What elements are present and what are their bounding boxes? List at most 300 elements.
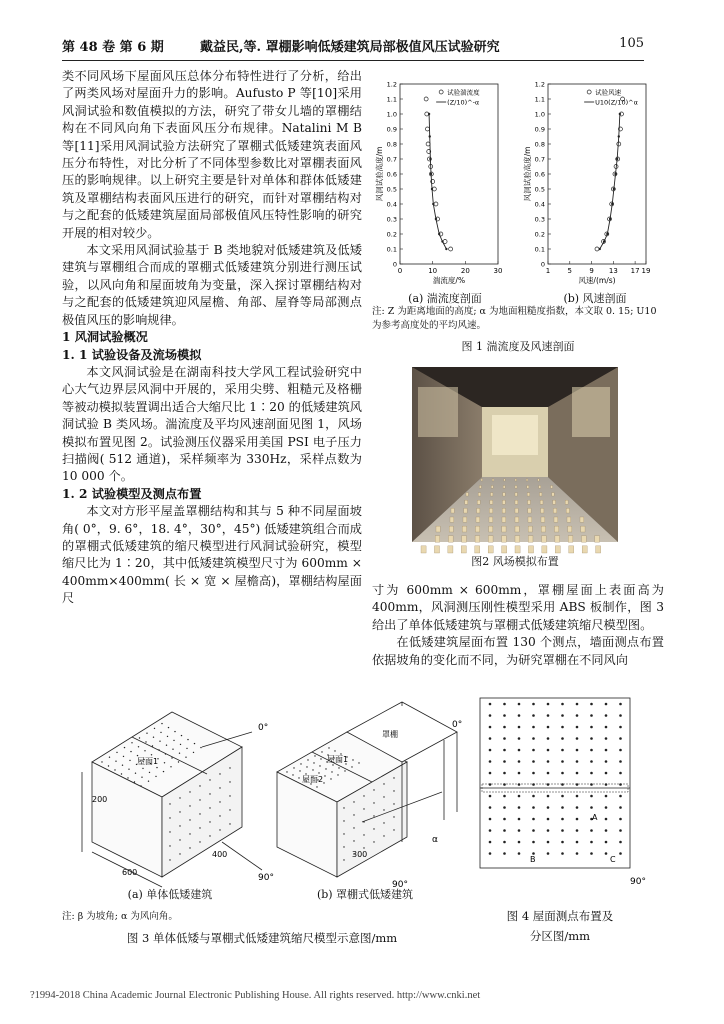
roof-measurement-point	[619, 783, 622, 786]
data-point-fitted	[429, 158, 431, 160]
roof-measurement-point	[590, 783, 593, 786]
roof-measurement-point	[576, 749, 579, 752]
roof-measurement-point	[590, 772, 593, 775]
pressure-tap	[200, 747, 201, 748]
y-tick-label: 0.2	[534, 230, 545, 239]
y-tick-label: 0.5	[534, 185, 545, 194]
legend-label-fitted: (Z/10)^-α	[447, 98, 480, 107]
roughness-element	[502, 536, 507, 543]
pressure-tap	[194, 743, 195, 744]
roughness-element	[490, 500, 493, 504]
roof-measurement-point	[605, 737, 608, 740]
pressure-tap	[383, 835, 384, 836]
roof-measurement-point	[561, 818, 564, 821]
pressure-tap	[229, 823, 230, 824]
pressure-tap	[115, 761, 116, 762]
roughness-element	[515, 486, 517, 489]
pressure-tap	[140, 785, 141, 786]
roof-measurement-point	[547, 829, 550, 832]
x-tick-label: 10	[428, 267, 438, 275]
pressure-tap	[307, 759, 308, 760]
pressure-tap	[199, 799, 200, 800]
data-point-measured	[595, 247, 599, 251]
roof-measurement-point	[561, 703, 564, 706]
y-tick-label: 0	[540, 260, 545, 269]
pressure-tap	[373, 841, 374, 842]
pressure-tap	[122, 765, 123, 766]
roughness-element	[502, 546, 507, 553]
roof-measurement-point	[547, 726, 550, 729]
roughness-element	[568, 536, 573, 543]
roof-measurement-point	[576, 726, 579, 729]
pressure-tap	[393, 803, 394, 804]
y-tick-label: 0.1	[534, 245, 545, 254]
roof-measurement-point	[576, 841, 579, 844]
pressure-tap	[353, 840, 354, 841]
section-heading: 1 风洞试验概况	[62, 330, 148, 345]
pressure-tap	[129, 760, 130, 761]
roof-measurement-point	[547, 703, 550, 706]
roof-measurement-point	[561, 795, 564, 798]
copyright-footer: ?1994-2018 China Academic Journal Electronic Publishing House. All rights reserved. http://www.cnki.net	[30, 990, 481, 1001]
roughness-element	[434, 546, 439, 553]
roof1-label-b: 屋面1	[327, 755, 349, 764]
roughness-element	[582, 546, 587, 553]
roughness-element	[515, 517, 519, 522]
roughness-element	[515, 493, 517, 496]
pressure-tap	[193, 752, 194, 753]
pressure-tap	[229, 781, 230, 782]
roughness-element	[492, 479, 494, 481]
roof-measurement-point	[503, 737, 506, 740]
roof-measurement-point	[605, 760, 608, 763]
figure-1-charts	[372, 78, 664, 300]
pressure-tap	[314, 755, 315, 756]
roof-measurement-point	[561, 829, 564, 832]
x-tick-label: 9	[589, 267, 594, 275]
data-point-fitted	[435, 218, 437, 220]
data-point-fitted	[619, 113, 621, 115]
roof-measurement-point	[590, 749, 593, 752]
pressure-tap	[141, 777, 142, 778]
roughness-element	[553, 508, 556, 513]
subsection-heading: 1. 1 试验设备及流场模拟	[62, 347, 202, 362]
roof-measurement-point	[489, 795, 492, 798]
pressure-tap	[383, 796, 384, 797]
pressure-tap	[209, 779, 210, 780]
dim-400-label: 400	[212, 850, 228, 859]
pressure-tap	[173, 740, 174, 741]
roughness-element	[503, 493, 505, 496]
roof-measurement-point	[561, 806, 564, 809]
y-axis-label: 风洞试验高度/m	[375, 146, 384, 202]
roof-measurement-point	[547, 818, 550, 821]
pressure-tap	[344, 770, 345, 771]
paragraph: 寸为 600mm × 600mm，罩棚屋面上表面高为 400mm，风洞测压刚性模型采用 ABS 板制作，图 3 给出了单体低矮建筑与罩棚式低矮建筑缩尺模型图。	[372, 583, 664, 632]
roughness-element	[462, 536, 467, 543]
legend-marker-measured	[587, 90, 591, 94]
roughness-element	[542, 536, 547, 543]
roof-measurement-point	[489, 772, 492, 775]
roughness-element	[527, 493, 529, 496]
y-tick-label: 0.9	[534, 125, 545, 134]
roughness-element	[555, 526, 559, 532]
paragraph: 本文风洞试验是在湖南科技大学风工程试验研究中心大气边界层风洞中开展的，采用尖劈、粗糙元及格栅等被动模拟装置调出适合大缩尺比 1∶20 的低矮建筑风洞试验 B 类风场。湍流度及平均风速剖面见图 1，风场模拟布置见图 2。试验测压仪器采用美国 PSI 电子压力扫描阀( 512 通道)，采样频率为 330Hz，采样点数为 10 000 个。	[62, 364, 362, 484]
roof-measurement-point	[561, 852, 564, 855]
pressure-tap	[331, 771, 332, 772]
pressure-tap	[343, 833, 344, 834]
roof-measurement-point	[619, 703, 622, 706]
pressure-tap	[158, 749, 159, 750]
data-point-fitted	[613, 188, 615, 190]
wind-angle-0-label-b: 0°	[452, 720, 463, 730]
roughness-element	[596, 546, 601, 553]
pressure-tap	[101, 761, 102, 762]
roof-measurement-point	[576, 783, 579, 786]
roughness-element	[477, 508, 480, 513]
roof-measurement-point	[590, 714, 593, 717]
roughness-element	[555, 546, 560, 553]
pressure-tap	[199, 813, 200, 814]
roof-measurement-point	[503, 852, 506, 855]
y-tick-label: 0.6	[386, 170, 397, 179]
y-tick-label: 0.7	[534, 155, 545, 164]
roof-measurement-point	[619, 852, 622, 855]
pressure-tap	[130, 751, 131, 752]
roof-measurement-point	[576, 703, 579, 706]
pressure-tap	[164, 762, 165, 763]
pressure-tap	[321, 751, 322, 752]
pressure-tap	[181, 735, 182, 736]
y-tick-label: 0.4	[386, 200, 397, 209]
pressure-tap	[323, 782, 324, 783]
y-tick-label: 0	[392, 260, 397, 269]
data-point-measured	[424, 97, 428, 101]
roughness-element	[568, 526, 572, 532]
roof-measurement-point	[605, 726, 608, 729]
wind-angle-90-label: 90°	[258, 873, 274, 883]
pressure-tap	[318, 772, 319, 773]
canopy-label: 罩棚	[382, 730, 398, 739]
roof-measurement-point	[489, 737, 492, 740]
roof-measurement-point	[619, 818, 622, 821]
pressure-tap	[299, 770, 300, 771]
roughness-element	[436, 526, 440, 532]
roof-measurement-point	[576, 829, 579, 832]
data-point-fitted	[432, 203, 434, 205]
pressure-tap	[313, 762, 314, 763]
roof-measurement-point	[547, 806, 550, 809]
roof-measurement-point	[489, 760, 492, 763]
legend-marker-measured	[439, 90, 443, 94]
roof-measurement-point	[532, 714, 535, 717]
pressure-tap	[163, 771, 164, 772]
pressure-tap	[363, 847, 364, 848]
pressure-tap	[187, 739, 188, 740]
roof-measurement-point	[518, 852, 521, 855]
roughness-element	[488, 536, 493, 543]
pressure-tap	[373, 789, 374, 790]
roof-measurement-point	[605, 703, 608, 706]
roof-measurement-point	[590, 795, 593, 798]
data-point-fitted	[599, 248, 601, 250]
roof-measurement-point	[532, 760, 535, 763]
y-tick-label: 1.2	[386, 80, 397, 89]
pressure-tap	[189, 805, 190, 806]
roof-measurement-point	[532, 806, 535, 809]
pressure-tap	[189, 833, 190, 834]
pressure-tap	[142, 768, 143, 769]
roughness-element	[528, 526, 532, 532]
roof-measurement-point	[489, 841, 492, 844]
legend-label-measured: 试验湍流度	[447, 88, 480, 97]
roughness-element	[541, 517, 545, 522]
roughness-element	[515, 479, 517, 481]
roof-measurement-point	[605, 841, 608, 844]
roof-measurement-point	[576, 737, 579, 740]
x-tick-label: 30	[493, 267, 503, 275]
zone-c-label: C	[610, 855, 616, 864]
y-axis-label: 风洞试验高度/m	[523, 146, 532, 202]
roof-measurement-point	[561, 737, 564, 740]
pressure-tap	[383, 809, 384, 810]
pressure-tap	[138, 746, 139, 747]
roof-measurement-point	[619, 795, 622, 798]
fig1b-sublabel: (b) 风速剖面	[563, 292, 627, 305]
roof-measurement-point	[503, 760, 506, 763]
x-tick-label: 20	[460, 267, 470, 275]
roughness-element	[478, 493, 480, 496]
roughness-element	[449, 526, 453, 532]
roof-measurement-point	[561, 714, 564, 717]
roughness-element	[476, 517, 480, 522]
y-tick-label: 1.0	[386, 110, 397, 119]
roof-measurement-point	[547, 737, 550, 740]
roughness-element	[515, 546, 520, 553]
pressure-tap	[393, 829, 394, 830]
pressure-tap	[179, 797, 180, 798]
roof-measurement-point	[605, 783, 608, 786]
pressure-tap	[330, 778, 331, 779]
roof-measurement-point	[547, 714, 550, 717]
pressure-tap	[393, 777, 394, 778]
wind-angle-90-label-b: 90°	[392, 880, 408, 890]
roof-measurement-point	[590, 852, 593, 855]
roof-measurement-point	[576, 714, 579, 717]
left-column	[62, 68, 362, 608]
legend-label-fitted: U10(Z/10)^α	[595, 98, 638, 107]
data-point-measured	[449, 247, 453, 251]
roof-measurement-point	[605, 829, 608, 832]
roof-measurement-point	[619, 841, 622, 844]
fig3-caption: 图 3 单体低矮与罩棚式低矮建筑缩尺模型示意图/mm	[126, 931, 398, 945]
roof-measurement-point	[605, 772, 608, 775]
data-point-fitted	[616, 158, 618, 160]
pressure-tap	[171, 757, 172, 758]
y-tick-label: 1.0	[534, 110, 545, 119]
roughness-element	[526, 479, 528, 481]
roof-measurement-point	[547, 783, 550, 786]
y-tick-label: 0.2	[386, 230, 397, 239]
roof-measurement-point	[619, 737, 622, 740]
fig1-caption: 图 1 湍流度及风速剖面	[461, 340, 575, 353]
roughness-element	[462, 526, 466, 532]
pressure-tap	[148, 781, 149, 782]
pressure-tap	[135, 773, 136, 774]
y-tick-label: 0.4	[534, 200, 545, 209]
roughness-element	[504, 479, 506, 481]
roof-measurement-point	[547, 760, 550, 763]
pressure-tap	[334, 750, 335, 751]
pressure-tap	[169, 845, 170, 846]
wind-angle-alpha-label: α	[432, 835, 438, 845]
data-point-fitted	[431, 188, 433, 190]
pressure-tap	[186, 748, 187, 749]
roof2-label: 屋面2	[302, 775, 324, 784]
pressure-tap	[229, 767, 230, 768]
roughness-element	[489, 517, 493, 522]
pressure-tap	[337, 774, 338, 775]
roughness-element	[515, 526, 519, 532]
roughness-element	[451, 508, 454, 513]
wind-angle-0-label: 0°	[258, 723, 269, 733]
roughness-element	[582, 536, 587, 543]
data-point-measured	[425, 127, 429, 131]
roof-measurement-point	[503, 772, 506, 775]
data-point-fitted	[438, 233, 440, 235]
roughness-element	[476, 526, 480, 532]
pressure-tap	[343, 859, 344, 860]
running-title: 戴益民,等. 罩棚影响低矮建筑局部极值风压试验研究	[200, 40, 500, 55]
roughness-element	[515, 508, 518, 513]
roof-measurement-point	[590, 726, 593, 729]
pressure-tap	[373, 802, 374, 803]
data-point-fitted	[441, 240, 443, 242]
pressure-tap	[167, 736, 168, 737]
roughness-element	[528, 517, 532, 522]
roughness-element	[554, 517, 558, 522]
zone-a-label: A	[592, 813, 598, 822]
roof-measurement-point	[561, 749, 564, 752]
roof-measurement-point	[489, 749, 492, 752]
y-tick-label: 0.6	[534, 170, 545, 179]
pressure-tap	[161, 723, 162, 724]
pressure-tap	[328, 747, 329, 748]
pressure-tap	[151, 754, 152, 755]
roughness-element	[475, 536, 480, 543]
y-tick-label: 0.7	[386, 155, 397, 164]
roof-measurement-point	[518, 795, 521, 798]
roughness-element	[528, 500, 531, 504]
roughness-element	[540, 500, 543, 504]
roof-measurement-point	[518, 737, 521, 740]
roof-measurement-point	[561, 783, 564, 786]
roof-measurement-point	[605, 818, 608, 821]
pressure-tap	[199, 827, 200, 828]
roof-measurement-point	[532, 829, 535, 832]
pressure-tap	[316, 786, 317, 787]
data-point-fitted	[611, 203, 613, 205]
pressure-tap	[174, 731, 175, 732]
pressure-tap	[219, 815, 220, 816]
wind-tunnel-photo	[412, 367, 618, 542]
roof-measurement-point	[561, 772, 564, 775]
pressure-tap	[123, 756, 124, 757]
roof-measurement-point	[605, 749, 608, 752]
roughness-element	[542, 546, 547, 553]
roof-measurement-point	[561, 760, 564, 763]
fig4-caption-line2: 分区图/mm	[529, 929, 591, 943]
pressure-tap	[155, 776, 156, 777]
pressure-tap	[170, 766, 171, 767]
roughness-element	[421, 546, 426, 553]
roughness-element	[541, 526, 545, 532]
roughness-element	[552, 493, 554, 496]
pressure-tap	[199, 785, 200, 786]
roughness-element	[515, 500, 518, 504]
roof-measurement-point	[532, 795, 535, 798]
dim-600-label: 600	[122, 868, 138, 877]
pressure-tap	[139, 737, 140, 738]
roof-measurement-point	[503, 783, 506, 786]
pressure-tap	[146, 733, 147, 734]
y-tick-label: 0.3	[534, 215, 545, 224]
header-rule	[62, 60, 644, 61]
roughness-element	[540, 493, 542, 496]
fig4-caption-line1: 图 4 屋面测点布置及	[506, 909, 614, 923]
roof-measurement-point	[518, 829, 521, 832]
pressure-tap	[156, 767, 157, 768]
pressure-tap	[219, 773, 220, 774]
pressure-tap	[168, 727, 169, 728]
data-point-fitted	[429, 135, 431, 137]
roof-measurement-point	[547, 749, 550, 752]
turbulence-profile-chart	[374, 81, 502, 286]
pressure-tap	[298, 777, 299, 778]
roughness-element	[565, 500, 568, 504]
pressure-tap	[165, 753, 166, 754]
roughness-element	[465, 500, 468, 504]
roof-measurement-point	[619, 772, 622, 775]
x-tick-label: 17	[630, 267, 640, 275]
roof-measurement-point	[489, 726, 492, 729]
pressure-tap	[353, 814, 354, 815]
y-tick-label: 0.8	[386, 140, 397, 149]
roughness-element	[435, 536, 440, 543]
roof-measurement-point	[489, 703, 492, 706]
roof-measurement-point	[590, 841, 593, 844]
roof-measurement-point	[503, 829, 506, 832]
roof-measurement-point	[619, 726, 622, 729]
right-column	[372, 582, 664, 669]
pressure-tap	[358, 762, 359, 763]
subsection-heading: 1. 2 试验模型及测点布置	[62, 486, 202, 501]
y-tick-label: 0.3	[386, 215, 397, 224]
roughness-element	[527, 486, 529, 489]
volume-issue: 第 48 卷 第 6 期	[62, 40, 164, 55]
pressure-tap	[169, 859, 170, 860]
roughness-element	[528, 546, 533, 553]
pressure-tap	[127, 777, 128, 778]
pressure-tap	[373, 828, 374, 829]
roof-measurement-point	[518, 772, 521, 775]
paragraph: 在低矮建筑屋面布置 130 个测点，墙面测点布置依据坡角的变化而不同，为研究罩棚在不同风向	[372, 635, 664, 667]
data-point-fitted	[609, 218, 611, 220]
roof-measurement-point	[503, 818, 506, 821]
pressure-tap	[353, 827, 354, 828]
roof-measurement-point	[605, 852, 608, 855]
pressure-tap	[343, 807, 344, 808]
